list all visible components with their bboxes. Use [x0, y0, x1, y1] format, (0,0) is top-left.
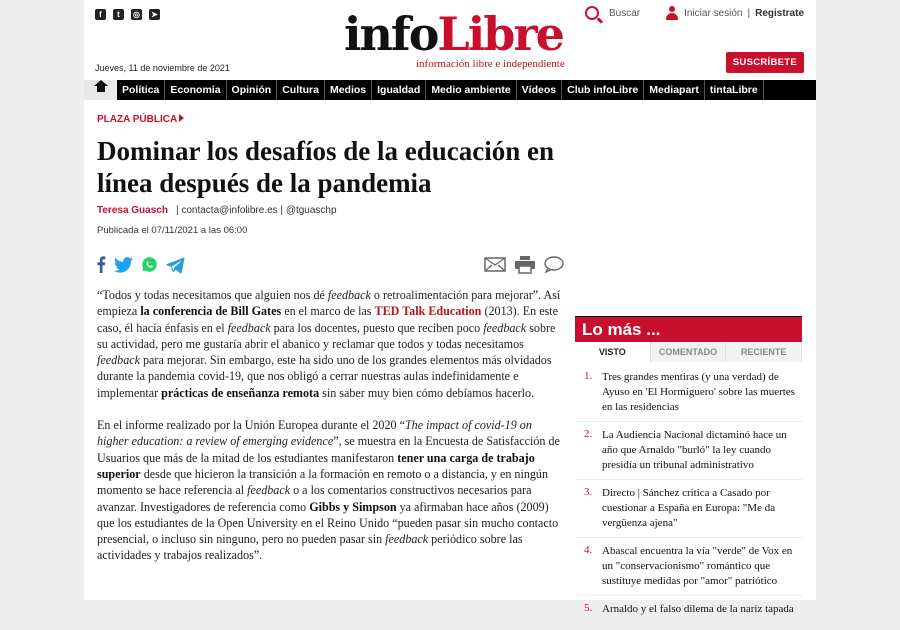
- text-emphasis: feedback: [385, 532, 429, 547]
- nav-item-medio-ambiente[interactable]: Medio ambiente: [426, 80, 516, 100]
- whatsapp-share-icon[interactable]: [141, 256, 158, 273]
- text-emphasis: feedback: [227, 320, 271, 335]
- divider: |: [747, 7, 751, 19]
- logo-tagline: información libre e independiente: [416, 58, 565, 70]
- article-body: [97, 287, 562, 580]
- user-actions: [585, 6, 804, 20]
- nav-item-videos[interactable]: Vídeos: [517, 80, 562, 100]
- facebook-icon[interactable]: f: [95, 9, 106, 20]
- text-emphasis: feedback: [247, 483, 291, 498]
- author-link[interactable]: Teresa Guasch: [97, 205, 168, 216]
- search-icon[interactable]: [585, 6, 599, 20]
- item-headline[interactable]: Directo | Sánchez critica a Casado por cuestionar a España en Europa: "Me da vergüenza ajena": [602, 487, 776, 529]
- nav-item-economia[interactable]: Economía: [165, 80, 226, 100]
- text-bold: prácticas de enseñanza remota: [161, 385, 320, 400]
- item-headline[interactable]: La Audiencia Nacional dictaminó hace un año que Arnaldo "burló" la ley cuando presidía un tribunal administrativo: [602, 429, 787, 471]
- register-link[interactable]: Registrate: [755, 7, 804, 19]
- text-run: periódico sobre las actividades y trabajos realizados”.: [97, 532, 523, 563]
- nav-home[interactable]: [84, 80, 117, 100]
- twitter-share-icon[interactable]: [114, 257, 133, 273]
- nav-item-cultura[interactable]: Cultura: [277, 80, 325, 100]
- tab-comentado[interactable]: COMENTADO: [651, 342, 727, 362]
- text-run: (2013). En este caso, él hacía énfasis en el: [97, 304, 558, 335]
- widget-title: Lo más ...: [575, 316, 802, 342]
- text-run: sobre su actividad, pero me gustaría abrir el abanico y reclamar que todos y todas necesitamos: [97, 320, 556, 351]
- text-run: o a los comentarios constructivos necesarios para avanzar. Investigadores de referencia como: [97, 483, 532, 514]
- text-run: sin saber muy bien cómo debíamos hacerlo.: [319, 385, 535, 400]
- logo-part-info: info: [344, 7, 438, 61]
- subscribe-button[interactable]: SUSCRÍBETE: [726, 52, 804, 73]
- text-run: ya afirmaban hace años (2009) que los estudiantes de la Open University en el Reino Unido “pueden pasar sin mucho contacto presencial, o incluso sin ninguno, pero no pueden pasar sin: [97, 499, 559, 547]
- section-kicker[interactable]: [97, 114, 184, 125]
- comment-icon[interactable]: [544, 256, 564, 273]
- nav-item-opinion[interactable]: Opinión: [227, 80, 278, 100]
- text-run: desde que hicieron la transición a la formación en remoto o a distancia, y en ningún momento se hace referencia al: [97, 466, 549, 498]
- article-title: Dominar los desafíos de la educación en línea después de la pandemia: [97, 136, 555, 198]
- text-emphasis: feedback: [483, 320, 527, 335]
- facebook-share-icon[interactable]: [96, 256, 106, 273]
- item-number: 5.: [584, 602, 593, 614]
- nav-item-igualdad[interactable]: Igualdad: [372, 80, 426, 100]
- nav-item-politica[interactable]: Política: [117, 80, 165, 100]
- nav-item-mediapart[interactable]: Mediapart: [644, 80, 705, 100]
- text-run: para mejorar. Sin embargo, este ha sido uno de los grandes elementos más olvidados durante la pandemia covid-19, que nos obligó a cerrar nuestras aulas indefinidamente e implementar: [97, 353, 552, 400]
- byline: [97, 205, 337, 216]
- nav-item-medios[interactable]: Medios: [325, 80, 372, 100]
- text-run: “Todos y todas necesitamos que alguien nos dé: [97, 288, 328, 302]
- text-emphasis: feedback: [327, 288, 371, 302]
- article-paragraph: [97, 417, 562, 564]
- most-read-list: [575, 370, 802, 624]
- print-icon[interactable]: [515, 256, 535, 273]
- login-link[interactable]: Iniciar sesión: [684, 7, 743, 19]
- article-paragraph: [97, 287, 562, 401]
- publish-date: Publicada el 07/11/2021 a las 06:00: [97, 225, 248, 236]
- current-date: Jueves, 11 de noviembre de 2021: [95, 63, 230, 73]
- search-link[interactable]: Buscar: [609, 7, 641, 19]
- list-item[interactable]: [575, 602, 802, 624]
- telegram-icon[interactable]: ➤: [149, 9, 160, 20]
- text-run: para los docentes, puesto que reciben poco: [270, 320, 484, 335]
- page: [84, 0, 816, 615]
- tab-visto[interactable]: VISTO: [575, 342, 651, 362]
- item-number: 4.: [584, 544, 593, 556]
- ted-talk-link[interactable]: TED Talk Education: [374, 304, 482, 319]
- telegram-share-icon[interactable]: [166, 257, 184, 273]
- nav-item-tintalibre[interactable]: tintaLibre: [705, 80, 764, 100]
- social-links: [95, 9, 160, 20]
- author-contact: | contacta@infolibre.es | @tguaschp: [175, 205, 337, 216]
- text-run: en el marco de las: [281, 304, 375, 319]
- tab-reciente[interactable]: RECIENTE: [726, 342, 802, 362]
- item-headline[interactable]: Abascal encuentra la vía "verde" de Vox en un "conservacionismo" romántico que sustituye medidas por "amor" patriótico: [602, 545, 793, 587]
- text-bold: la conferencia de Bill Gates: [140, 304, 282, 319]
- item-number: 3.: [584, 486, 593, 498]
- user-icon: [666, 6, 678, 20]
- text-emphasis: The impact of covid-19 on higher education: a review of emerging evidence: [97, 418, 532, 449]
- article-tools: [484, 256, 564, 273]
- nav-item-club-infolibre[interactable]: Club infoLibre: [562, 80, 644, 100]
- item-number: 1.: [584, 370, 593, 382]
- list-item[interactable]: [575, 486, 802, 538]
- text-run: ”, se muestra en la Encuesta de Satisfacción de Usuarios que más de la mitad de los estudiantes manifestaron: [97, 434, 560, 465]
- item-headline[interactable]: Arnaldo y el falso dilema de la nariz tapada: [602, 603, 794, 615]
- item-headline[interactable]: Tres grandes mentiras (y una verdad) de Ayuso en 'El Hormiguero' sobre las muertes en las residencias: [602, 371, 795, 413]
- email-icon[interactable]: [484, 257, 506, 272]
- logo-part-libre: Libre: [437, 7, 563, 61]
- text-emphasis: feedback: [97, 353, 140, 368]
- text-run: o retroalimentación para mejorar”. Así empieza: [97, 288, 561, 319]
- list-item[interactable]: [575, 428, 802, 480]
- most-read-widget: [575, 316, 802, 630]
- section-label: PLAZA PÚBLICA: [97, 114, 178, 125]
- widget-tabs: [575, 342, 802, 362]
- list-item[interactable]: [575, 544, 802, 596]
- site-logo[interactable]: [344, 7, 565, 70]
- main-nav: [84, 80, 816, 100]
- text-bold: tener una carga de trabajo superior: [97, 450, 535, 481]
- text-bold: Gibbs y Simpson: [309, 499, 397, 514]
- text-run: En el informe realizado por la Unión Europea durante el 2020 “: [97, 418, 405, 433]
- share-bar: [96, 256, 184, 273]
- list-item[interactable]: [575, 370, 802, 422]
- triangle-right-icon: [179, 114, 184, 122]
- twitter-icon[interactable]: t: [113, 9, 124, 20]
- home-icon: [95, 85, 107, 95]
- instagram-icon[interactable]: ◎: [131, 9, 142, 20]
- item-number: 2.: [584, 428, 593, 440]
